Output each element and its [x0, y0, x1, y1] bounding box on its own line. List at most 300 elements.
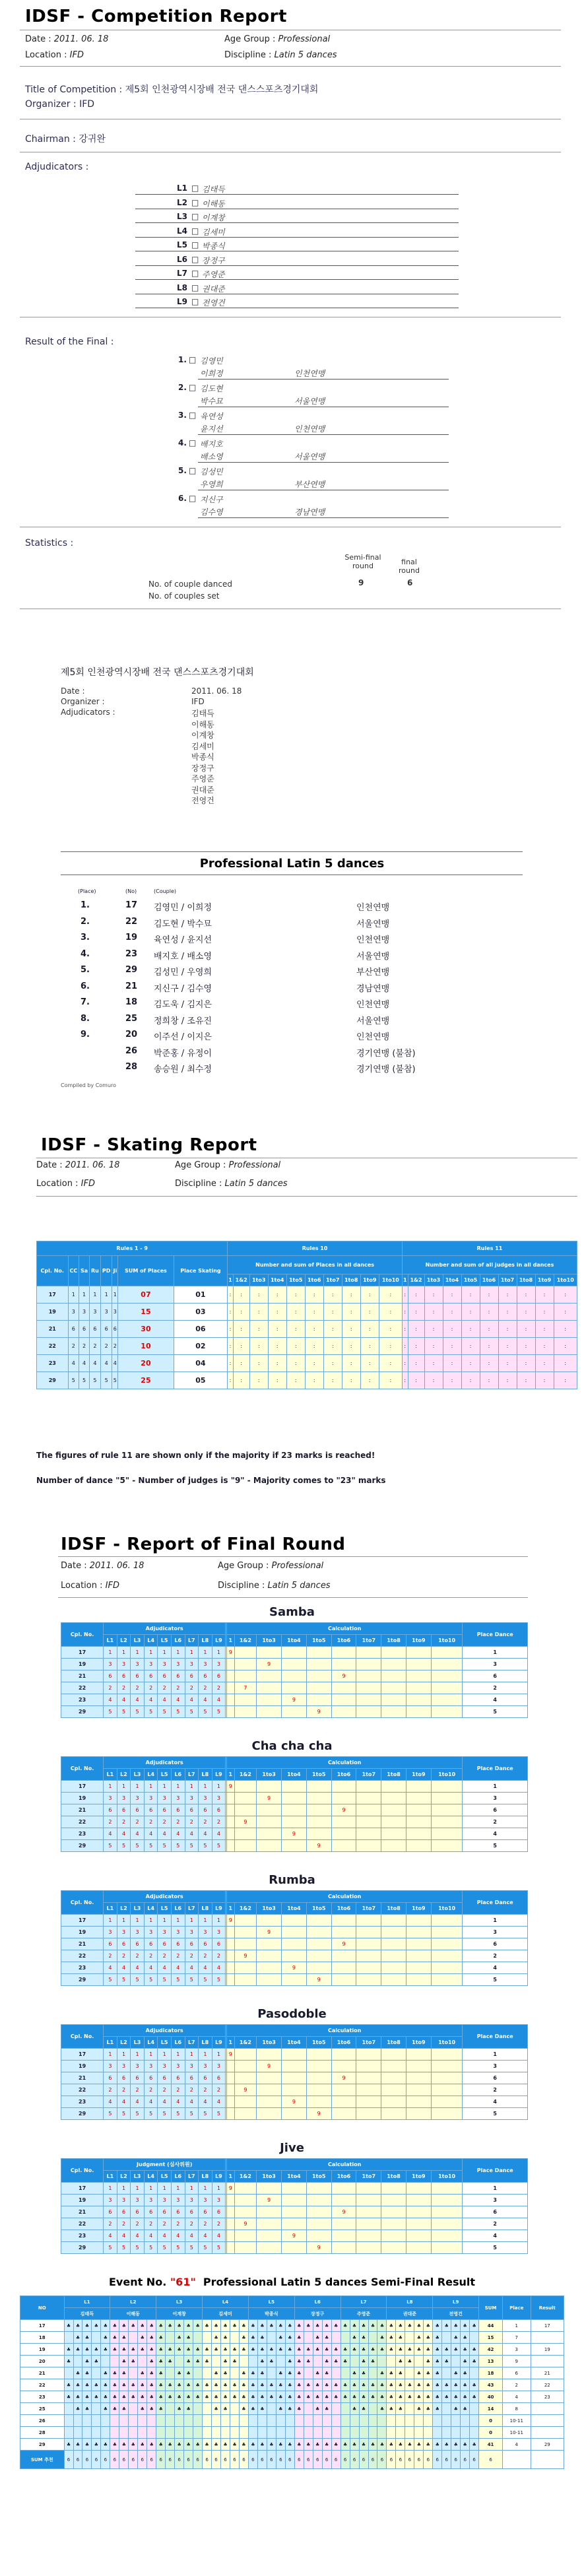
rule11-cell: : — [480, 1286, 498, 1304]
semi-mark: ♣ — [239, 2391, 248, 2403]
semi-total-value: 6 — [276, 2451, 285, 2469]
semi-total-value: 6 — [138, 2451, 147, 2469]
skating-location: Location : IFD — [36, 1179, 95, 1189]
semi-mark: ♣ — [396, 2439, 405, 2451]
semi-result: 17 — [531, 2320, 564, 2332]
judge-name: 김태득 — [202, 185, 225, 194]
judge-mark: 5 — [212, 1840, 226, 1852]
calc-cell — [406, 1647, 431, 1659]
dance-couple-no: 29 — [61, 1840, 104, 1852]
semi-mark — [304, 2415, 313, 2427]
semi-mark — [359, 2427, 368, 2439]
calc-cell — [431, 1950, 463, 1962]
rule10-cell: : — [249, 1372, 268, 1389]
semi-mark: ♣ — [239, 2367, 248, 2379]
calc-cell — [356, 2096, 381, 2108]
result-box-icon: □ — [189, 383, 197, 392]
calc-cell — [234, 2242, 257, 2254]
semi-mark: ♣ — [359, 2391, 368, 2403]
calc-cell — [306, 1950, 331, 1962]
skating-age-group: Age Group : Professional — [175, 1160, 281, 1170]
judge-box-icon: □ — [191, 282, 199, 292]
semi-mark — [442, 2332, 451, 2344]
rule10-cell: : — [379, 1338, 402, 1355]
rule10-cell: : — [379, 1355, 402, 1372]
semi-mark: ♣ — [221, 2439, 230, 2451]
semi-judge-code: L7 — [341, 2296, 387, 2308]
final-discipline: Discipline : Latin 5 dances — [218, 1581, 331, 1591]
semi-mark: ♣ — [110, 2403, 119, 2415]
summary-no: 22 — [125, 916, 138, 927]
calc-cell: 9 — [234, 1816, 257, 1828]
summary-couple: 김영민 / 이희정 — [154, 903, 212, 913]
semi-mark: ♣ — [248, 2439, 257, 2451]
semi-mark: ♣ — [203, 2391, 212, 2403]
semi-mark: ♣ — [73, 2320, 82, 2332]
semi-mark: ♣ — [442, 2356, 451, 2367]
judge-mark: 2 — [144, 1950, 158, 1962]
judge-underline — [135, 279, 459, 280]
semi-mark: ♣ — [221, 2332, 230, 2344]
semi-mark: ♣ — [82, 2332, 92, 2344]
judge-mark: 3 — [185, 1793, 199, 1804]
result-box-icon: □ — [189, 411, 197, 420]
semi-mark: ♣ — [257, 2320, 267, 2332]
dance-couple-no: 29 — [61, 2108, 104, 2120]
semi-mark — [267, 2332, 276, 2344]
semi-mark — [203, 2332, 212, 2344]
skating-couple-no: 22 — [37, 1338, 69, 1355]
calc-cell — [381, 2096, 406, 2108]
statistics-label: Statistics : — [25, 538, 74, 548]
semi-mark: ♣ — [257, 2344, 267, 2356]
judge-mark: 4 — [117, 1694, 131, 1706]
calc-col-header: 1to4 — [282, 1903, 307, 1915]
semi-mark — [405, 2332, 414, 2344]
summary-couple: 육연성 / 윤지선 — [154, 935, 212, 945]
semi-mark: ♣ — [451, 2391, 461, 2403]
semi-total-value: 6 — [322, 2451, 331, 2469]
semi-mark: ♣ — [230, 2391, 239, 2403]
semi-mark: ♣ — [414, 2403, 424, 2415]
semi-total-value: 6 — [129, 2451, 138, 2469]
semi-mark: ♣ — [359, 2356, 368, 2367]
summary-no: 29 — [125, 965, 138, 975]
calc-cell — [356, 1804, 381, 1816]
rule11-cell: : — [535, 1355, 554, 1372]
rule11-cell: : — [408, 1355, 424, 1372]
semi-mark: ♣ — [368, 2320, 377, 2332]
judge-mark: 3 — [158, 2195, 172, 2206]
semi-total-value: 6 — [147, 2451, 156, 2469]
semi-mark: ♣ — [451, 2367, 461, 2379]
result-partner1: 김도현 — [200, 384, 223, 393]
range-header: 1to7 — [498, 1274, 517, 1286]
judge-mark: 5 — [131, 1840, 145, 1852]
dance-place: 4 — [463, 1962, 528, 1974]
calc-cell — [406, 1840, 431, 1852]
skating-col-header: PD — [100, 1256, 112, 1286]
calc-cell — [282, 2049, 307, 2061]
calculation-header: Calculation — [226, 2025, 462, 2037]
semi-mark: ♣ — [248, 2344, 257, 2356]
semi-mark — [368, 2403, 377, 2415]
semi-mark — [212, 2427, 221, 2439]
semi-mark: ♣ — [221, 2344, 230, 2356]
calc-cell: 9 — [226, 1647, 234, 1659]
semi-mark: ♣ — [313, 2344, 322, 2356]
judge-mark: 1 — [117, 2049, 131, 2061]
judge-mark: 3 — [117, 1793, 131, 1804]
semi-mark — [110, 2427, 119, 2439]
judge-mark: 4 — [199, 1828, 212, 1840]
semi-mark: ♣ — [184, 2367, 193, 2379]
judge-code-header: L6 — [171, 1769, 185, 1781]
calc-cell — [306, 2049, 331, 2061]
judge-mark: 6 — [158, 2206, 172, 2218]
semi-mark: ♣ — [92, 2391, 101, 2403]
semi-mark: ♣ — [212, 2403, 221, 2415]
dance-place: 6 — [463, 1938, 528, 1950]
semi-mark: ♣ — [64, 2320, 73, 2332]
calc-cell: 9 — [282, 2230, 307, 2242]
semi-mark — [304, 2367, 313, 2379]
calc-cell — [282, 1974, 307, 1986]
rule11-cell: : — [424, 1338, 443, 1355]
semi-mark: ♣ — [221, 2379, 230, 2391]
semi-mark: ♣ — [405, 2391, 414, 2403]
calc-cell — [234, 1927, 257, 1938]
semi-mark: ♣ — [359, 2379, 368, 2391]
judge-mark: 5 — [131, 2242, 145, 2254]
place-dance-header: Place Dance — [463, 1891, 528, 1915]
semi-mark: ♣ — [166, 2439, 175, 2451]
judge-box-icon: □ — [191, 254, 199, 264]
calc-cell — [282, 1927, 307, 1938]
skating-dance-place: 4 — [90, 1355, 101, 1372]
judge-code-header: L1 — [104, 1769, 117, 1781]
semi-mark: ♣ — [239, 2332, 248, 2344]
summary-place: 7. — [81, 997, 90, 1007]
calc-cell — [381, 1915, 406, 1927]
calc-cell — [331, 2049, 356, 2061]
semi-mark: ♣ — [156, 2344, 166, 2356]
calc-cell — [257, 2218, 282, 2230]
rules-11-header: Rules 11 — [402, 1241, 577, 1256]
judge-mark: 1 — [171, 2183, 185, 2195]
calc-cell — [356, 2084, 381, 2096]
dance-couple-no: 17 — [61, 1915, 104, 1927]
dance-place: 4 — [463, 1694, 528, 1706]
calc-col-header: 1to9 — [406, 1769, 431, 1781]
semi-judge-code: L8 — [387, 2296, 433, 2308]
semi-mark: ♣ — [230, 2356, 239, 2367]
summary-couple: 지신구 / 김수영 — [154, 983, 212, 994]
calc-col-header: 1to9 — [406, 1635, 431, 1647]
judge-mark: 1 — [117, 1781, 131, 1793]
stat-final-value: 6 — [407, 578, 413, 587]
calc-cell — [226, 2072, 234, 2084]
judge-mark: 6 — [117, 1670, 131, 1682]
semi-total-value: 6 — [175, 2451, 184, 2469]
judge-mark: 5 — [104, 1706, 117, 1718]
rule11-cell: : — [461, 1321, 480, 1338]
calc-cell — [406, 1962, 431, 1974]
semi-mark: ♣ — [405, 2379, 414, 2391]
calc-cell — [431, 2183, 463, 2195]
calc-cell — [356, 2049, 381, 2061]
range-header: 1to8 — [517, 1274, 535, 1286]
semi-mark — [267, 2403, 276, 2415]
calc-cell — [282, 2084, 307, 2096]
skating-col-header: Cpl. No. — [37, 1256, 69, 1286]
report-age-group: Age Group : Professional — [224, 34, 331, 44]
judge-mark: 6 — [212, 2072, 226, 2084]
calc-cell — [356, 2218, 381, 2230]
calc-cell — [257, 2108, 282, 2120]
judge-mark: 1 — [144, 2049, 158, 2061]
semi-judge-name: 박종식 — [248, 2308, 294, 2320]
calc-cell — [356, 1950, 381, 1962]
calc-cell — [431, 2195, 463, 2206]
calc-cell — [306, 1828, 331, 1840]
semi-mark: ♣ — [433, 2391, 442, 2403]
judge-mark: 6 — [158, 2072, 172, 2084]
calc-cell — [234, 1793, 257, 1804]
judge-mark: 6 — [131, 1670, 145, 1682]
semi-mark: ♣ — [424, 2367, 433, 2379]
judge-mark: 4 — [104, 1828, 117, 1840]
dance-place: 5 — [463, 1706, 528, 1718]
semi-mark: ♣ — [451, 2344, 461, 2356]
calc-col-header: 1to6 — [331, 2171, 356, 2183]
calc-cell — [381, 2242, 406, 2254]
calc-cell — [431, 1974, 463, 1986]
judge-code-header: L9 — [212, 1635, 226, 1647]
semi-mark: ♣ — [147, 2332, 156, 2344]
calc-cell — [234, 2072, 257, 2084]
calc-cell — [431, 2108, 463, 2120]
judge-mark: 1 — [104, 2183, 117, 2195]
calc-cell — [306, 2230, 331, 2242]
judge-box-icon: □ — [191, 269, 199, 278]
semi-mark: ♣ — [175, 2379, 184, 2391]
stat-couple-danced-label: No. of couple danced — [148, 579, 232, 589]
summary-no: 28 — [125, 1062, 138, 1072]
calc-cell — [356, 1938, 381, 1950]
place-dance-header: Place Dance — [463, 2159, 528, 2183]
calc-cell — [306, 2096, 331, 2108]
judge-mark: 4 — [117, 2230, 131, 2242]
calc-cell — [234, 1647, 257, 1659]
rule10-cell: : — [268, 1304, 286, 1321]
calc-cell — [257, 1816, 282, 1828]
judge-mark: 4 — [185, 1828, 199, 1840]
dance-place: 3 — [463, 2061, 528, 2072]
semi-total-value: 6 — [470, 2451, 479, 2469]
rule11-cell: : — [517, 1372, 535, 1389]
semi-mark: ♣ — [331, 2379, 341, 2391]
semi-mark — [313, 2415, 322, 2427]
calc-cell — [381, 1694, 406, 1706]
summary-no: 26 — [125, 1045, 138, 1056]
calc-cell — [381, 1927, 406, 1938]
skating-dance-place: 1 — [68, 1286, 79, 1304]
judge-mark: 5 — [117, 1706, 131, 1718]
semi-mark: ♣ — [156, 2320, 166, 2332]
judge-mark: 4 — [144, 1962, 158, 1974]
summary-place: 6. — [81, 981, 90, 991]
semi-judge-name: 이계창 — [156, 2308, 203, 2320]
place-dance-header: Place Dance — [463, 1623, 528, 1647]
semi-mark — [82, 2415, 92, 2427]
calc-cell: 9 — [306, 2242, 331, 2254]
semi-mark: ♣ — [156, 2379, 166, 2391]
calc-cell — [234, 1670, 257, 1682]
semi-mark: ♣ — [433, 2356, 442, 2367]
calc-cell — [282, 2108, 307, 2120]
semi-total-value: 6 — [294, 2451, 304, 2469]
judge-mark: 6 — [171, 1938, 185, 1950]
semi-couple-no: 18 — [20, 2332, 65, 2344]
calc-cell — [331, 2218, 356, 2230]
semi-mark — [461, 2415, 470, 2427]
calc-cell — [234, 2183, 257, 2195]
summary-judge-name: 김태득 — [191, 709, 214, 718]
semi-mark — [470, 2415, 479, 2427]
semi-mark: ♣ — [387, 2403, 396, 2415]
semi-mark: ♣ — [470, 2379, 479, 2391]
skating-dance-place: 5 — [90, 1372, 101, 1389]
result-box-icon: □ — [189, 355, 197, 364]
chairman: Chairman : 강귀완 — [25, 134, 106, 145]
summary-competition: 제5회 인천광역시장배 전국 댄스스포츠경기대회 — [61, 667, 254, 678]
judge-mark: 4 — [199, 1962, 212, 1974]
skating-dance-place: 1 — [90, 1286, 101, 1304]
semi-mark: ♣ — [248, 2403, 257, 2415]
dance-couple-no: 23 — [61, 1962, 104, 1974]
skating-dance-place: 6 — [90, 1321, 101, 1338]
judge-mark: 2 — [185, 1816, 199, 1828]
rule11-cell: : — [554, 1355, 577, 1372]
semi-mark: ♣ — [433, 2379, 442, 2391]
semi-mark — [304, 2427, 313, 2439]
calc-cell — [431, 1706, 463, 1718]
semi-mark: ♣ — [239, 2379, 248, 2391]
cpl-header: Cpl. No. — [61, 1623, 104, 1647]
calc-cell — [331, 2096, 356, 2108]
judge-mark: 1 — [104, 1647, 117, 1659]
judge-mark: 5 — [131, 1974, 145, 1986]
rule10-cell: : — [342, 1321, 360, 1338]
semi-mark: ♣ — [433, 2403, 442, 2415]
semi-total-value: 6 — [156, 2451, 166, 2469]
semi-mark: ♣ — [212, 2391, 221, 2403]
semi-mark: ♣ — [424, 2320, 433, 2332]
judge-underline — [135, 265, 459, 266]
semi-place: 2 — [503, 2379, 531, 2391]
judge-name: 장정구 — [202, 255, 225, 265]
skating-grid — [36, 1241, 577, 1389]
semi-judge-name: 김태득 — [64, 2308, 110, 2320]
calc-cell — [431, 1804, 463, 1816]
calculation-header: Calculation — [226, 1623, 462, 1635]
judge-code-header: L5 — [158, 2171, 172, 2183]
calc-cell — [331, 2108, 356, 2120]
semi-mark: ♣ — [184, 2403, 193, 2415]
judge-mark: 4 — [117, 1828, 131, 1840]
calc-cell — [406, 1828, 431, 1840]
result-place: 4. — [178, 438, 187, 447]
calc-cell: 9 — [331, 2206, 356, 2218]
calc-cell — [226, 1670, 234, 1682]
judge-mark: 3 — [131, 1793, 145, 1804]
calc-cell — [356, 1927, 381, 1938]
calc-cell — [406, 2061, 431, 2072]
calc-cell — [331, 1950, 356, 1962]
judge-mark: 4 — [144, 1694, 158, 1706]
result-box-icon: □ — [189, 466, 197, 475]
calc-cell — [356, 2206, 381, 2218]
rule11-cell: : — [443, 1304, 461, 1321]
calc-col-header: 1to4 — [282, 2171, 307, 2183]
calc-cell — [226, 2230, 234, 2242]
judge-code-header: L3 — [131, 1769, 145, 1781]
rule10-cell: : — [249, 1355, 268, 1372]
dance-grid — [61, 1890, 528, 1986]
semi-mark: ♣ — [470, 2391, 479, 2403]
calc-cell — [306, 1938, 331, 1950]
dance-name: Samba — [269, 1605, 315, 1619]
semi-mark — [331, 2332, 341, 2344]
rule11-cell: : — [480, 1338, 498, 1355]
summary-club: 인천연맹 — [356, 1032, 390, 1042]
calc-cell — [356, 1706, 381, 1718]
calc-cell — [226, 2084, 234, 2096]
semi-mark: ♣ — [433, 2367, 442, 2379]
semi-mark: ♣ — [166, 2320, 175, 2332]
calc-cell — [356, 1974, 381, 1986]
rule10-cell: : — [305, 1304, 323, 1321]
semi-mark: ♣ — [322, 2332, 331, 2344]
calc-cell: 9 — [257, 2061, 282, 2072]
judge-mark: 5 — [144, 2108, 158, 2120]
judge-mark: 3 — [212, 1793, 226, 1804]
semi-mark: ♣ — [313, 2439, 322, 2451]
semi-total-value: 6 — [414, 2451, 424, 2469]
semi-mark — [248, 2415, 257, 2427]
skating-place: 06 — [174, 1321, 228, 1338]
summary-judge-name: 박종식 — [191, 752, 214, 762]
judge-mark: 2 — [158, 1682, 172, 1694]
dance-couple-no: 21 — [61, 1670, 104, 1682]
calc-cell: 9 — [257, 1927, 282, 1938]
rule11-cell: : — [424, 1372, 443, 1389]
judge-mark: 6 — [199, 2072, 212, 2084]
semi-mark — [285, 2415, 294, 2427]
judge-code-header: L6 — [171, 1903, 185, 1915]
calc-cell — [381, 2206, 406, 2218]
dance-place: 2 — [463, 1950, 528, 1962]
result-underline — [198, 517, 449, 518]
summary-place: 1. — [81, 900, 90, 910]
semi-mark — [331, 2427, 341, 2439]
calc-col-header: 1&2 — [234, 1635, 257, 1647]
dance-name: Jive — [280, 2141, 304, 2155]
semi-mark: ♣ — [175, 2439, 184, 2451]
rule11-cell: : — [498, 1372, 517, 1389]
calc-cell — [282, 2061, 307, 2072]
